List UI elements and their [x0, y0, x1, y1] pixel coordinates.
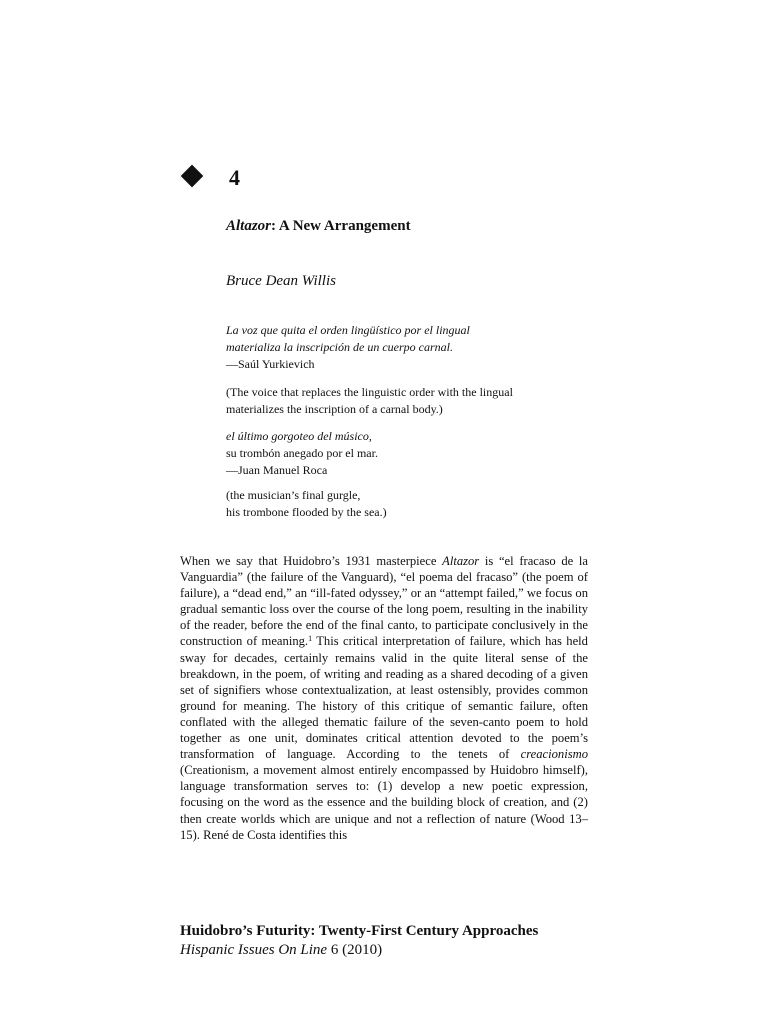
body-text-d: (Creationism, a movement almost entirely encompassed by Huidobro himself), language transformation serves to: (1) develop a new poetic expression, focusing on the word as the essence and the building block of creation, and (2) then create worlds which are unique and not a reflection of nature (Wood 13–15). René de Costa identifies this: [180, 763, 588, 842]
chapter-title-rest: : A New Arrangement: [271, 218, 411, 234]
translation-1-line-2: materializes the inscription of a carnal body.): [226, 402, 443, 416]
body-text-c: This critical interpretation of failure, which has held sway for decades, certainly remains valid in the quite literal sense of the breakdown, in the poem, of writing and reading as a shared decoding of a given set of signifiers whose contextualization, at least ostensibly, provides common ground for meaning. The history of this critique of semantic failure, often conflated with the alleged thematic failure of the seven-canto poem to hold together as one unit, dominates critical attention devoted to the poem’s transformation of language. According to the tenets of: [180, 634, 588, 762]
chapter-title: [226, 216, 411, 236]
epigraph-2-line-2: su trombón anegado por el mar.: [226, 446, 378, 460]
translation-2: [226, 487, 586, 521]
chapter-title-italic: Altazor: [226, 218, 272, 234]
epigraph-1-line-1: La voz que quita el orden lingüístico por el lingual: [226, 323, 470, 337]
epigraph-2-attribution: —Juan Manuel Roca: [226, 463, 328, 477]
body-text-b: is “el fracaso de la Vanguardia” (the failure of the Vanguard), “el poema del fracaso” (the poem of failure), a “dead end,” an “ill-fated odyssey,” or an “attempt failed,” we focus on gradual semantic loss over the course of the long poem, resulting in the inability of the reader, before the end of the final canto, to participate conclusively in the construction of meaning.: [180, 554, 588, 649]
footnote-marker[interactable]: 1: [308, 634, 313, 644]
epigraph-1-line-2: materializa la inscripción de un cuerpo carnal.: [226, 340, 453, 354]
translation-2-line-1: (the musician’s final gurgle,: [226, 488, 361, 502]
translation-1: [226, 384, 586, 418]
epigraph-2: [226, 428, 586, 479]
epigraph-1-attribution: —Saúl Yurkievich: [226, 357, 315, 371]
epigraph-2-line-1: el último gorgoteo del músico,: [226, 429, 372, 443]
translation-2-line-2: his trombone flooded by the sea.): [226, 505, 387, 519]
diamond-icon: [181, 165, 204, 188]
body-italic-creacionismo: creacionismo: [520, 747, 588, 762]
body-italic-altazor: Altazor: [442, 554, 480, 568]
author-name: Bruce Dean Willis: [226, 273, 336, 289]
chapter-number: 4: [229, 165, 240, 190]
body-text-a: When we say that Huidobro’s 1931 masterpiece: [180, 554, 443, 568]
footer-journal: [180, 941, 382, 960]
body-paragraph: [180, 553, 588, 843]
footer-book-title: Huidobro’s Futurity: Twenty-First Century Approaches: [180, 923, 539, 939]
footer-journal-rest: 6 (2010): [327, 942, 383, 958]
translation-1-line-1: (The voice that replaces the linguistic order with the lingual: [226, 385, 513, 399]
epigraph-1: [226, 322, 586, 373]
footer-journal-italic: Hispanic Issues On Line: [180, 942, 328, 958]
